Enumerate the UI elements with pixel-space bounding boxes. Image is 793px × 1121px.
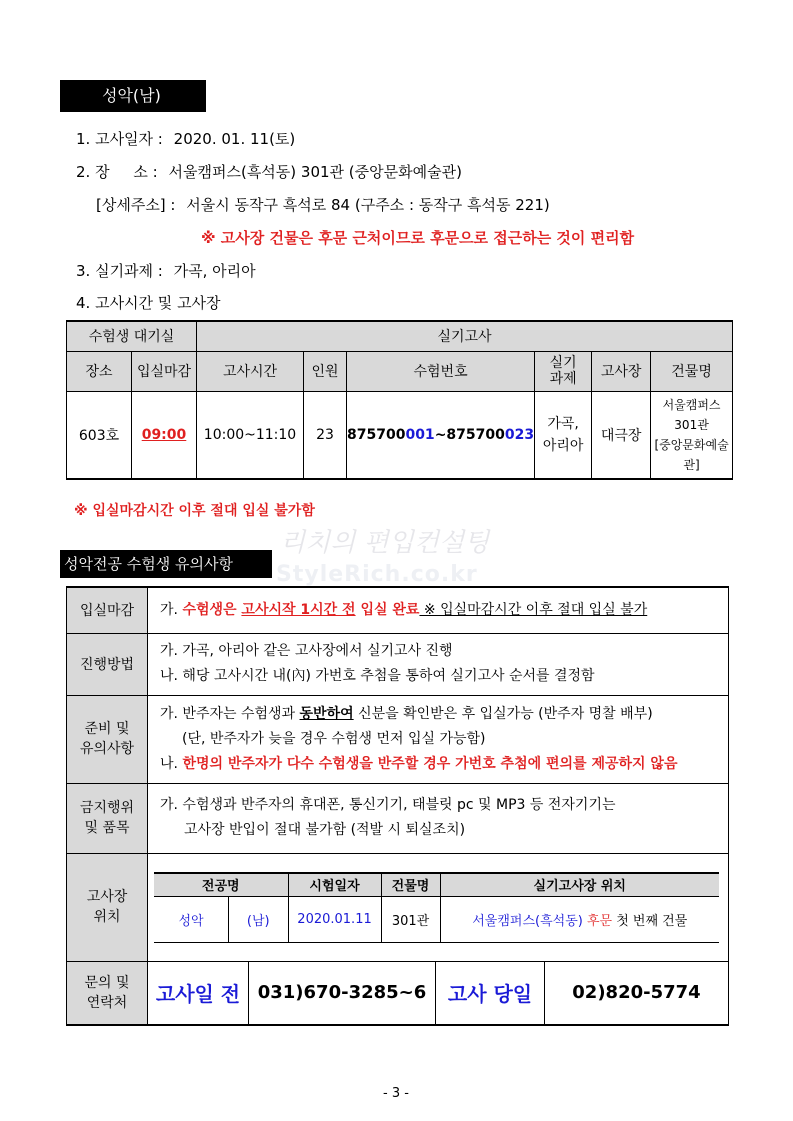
exam-place-line xyxy=(76,161,462,182)
exam-task-line xyxy=(76,260,256,281)
row-content-prohibited: 가. 수험생과 반주자의 휴대폰, 통신기기, 태블릿 pc 및 MP3 등 전자기기는 고사장 반입이 절대 불가함 (적발 시 퇴실조치) xyxy=(148,783,729,853)
loc-col-major: 전공명 xyxy=(154,873,288,897)
group-header-exam: 실기고사 xyxy=(197,321,733,351)
cell-building: 서울캠퍼스 301관 [중앙문화예술관] xyxy=(651,391,733,479)
loc-col-date: 시험일자 xyxy=(288,873,381,897)
row-content-deadline: 가. 수험생은 고사시작 1시간 전 입실 완료 ※ 입실마감시간 이후 절대 입실 불가 xyxy=(148,587,729,633)
exam-time-heading: 4. 고사시간 및 고사장 xyxy=(76,294,221,312)
location-table xyxy=(154,872,719,943)
contact-before-phone: 031)670-3285~6 xyxy=(249,962,436,1024)
col-header-room: 장소 xyxy=(67,351,132,391)
loc-cell-building: 301관 xyxy=(381,896,440,942)
loc-cell-date: 2020.01.11 xyxy=(288,896,381,942)
schedule-table xyxy=(66,320,733,480)
number-start-prefix: 875700 xyxy=(347,426,406,443)
loc-cell-position: 서울캠퍼스(흑석동) 후문 첫 번째 건물 xyxy=(440,896,719,942)
col-header-deadline: 입실마감 xyxy=(132,351,197,391)
loc-cell-gender: (남) xyxy=(229,896,289,942)
row-content-contact xyxy=(148,961,729,1025)
exam-date-value: 2020. 01. 11(토) xyxy=(173,130,296,148)
col-header-hall: 고사장 xyxy=(592,351,651,391)
exam-date-label: 1. 고사일자 : xyxy=(76,130,163,148)
row-content-procedure: 가. 가곡, 아리아 같은 고사장에서 실기고사 진행 나. 해당 고사시간 내(內) 가번호 추첨을 통하여 실기고사 순서를 결정함 xyxy=(148,633,729,695)
cell-deadline: 09:00 xyxy=(132,391,197,479)
col-header-count: 인원 xyxy=(304,351,347,391)
contact-day-phone: 02)820-5774 xyxy=(545,962,729,1024)
address-line xyxy=(96,194,550,215)
notes-table xyxy=(66,586,729,1026)
section-title-vocal-male: 성악(남) xyxy=(60,80,206,112)
row-content-preparation: 가. 반주자는 수험생과 동반하여 신분을 확인받은 후 입실가능 (반주자 명찰 배부) (단, 반주자가 늦을 경우 수험생 먼저 입실 가능함) 나. 한명의 반주자가 다수 수험생을 반주할 경우 가번호 추첨에 편의를 제공하지 않음 xyxy=(148,695,729,783)
group-header-waiting: 수험생 대기실 xyxy=(67,321,197,351)
number-end-suffix: 023 xyxy=(504,426,535,443)
page-number: - 3 - xyxy=(383,1086,409,1101)
contact-before-label: 고사일 전 xyxy=(148,962,249,1024)
watermark-url: StyleRich.co.kr xyxy=(276,562,478,587)
address-value: 서울시 동작구 흑석로 84 (구주소 : 동작구 흑석동 221) xyxy=(186,196,550,214)
loc-col-position: 실기고사장 위치 xyxy=(440,873,719,897)
address-label: [상세주소] : xyxy=(96,196,176,214)
deadline-note: ※ 입실마감시간 이후 절대 입실 불가함 xyxy=(74,503,315,519)
row-label-preparation: 준비 및 유의사항 xyxy=(67,695,148,783)
row-label-prohibited: 금지행위 및 품목 xyxy=(67,783,148,853)
cell-hall: 대극장 xyxy=(592,391,651,479)
cell-number xyxy=(347,391,535,479)
loc-cell-major: 성악 xyxy=(154,896,229,942)
contact-table xyxy=(148,962,728,1024)
exam-place-value: 서울캠퍼스(흑석동) 301관 (중앙문화예술관) xyxy=(168,163,462,181)
address-note: ※ 고사장 건물은 후문 근처이므로 후문으로 접근하는 것이 편리함 xyxy=(201,229,635,247)
section-title-notes: 성악전공 수험생 유의사항 xyxy=(60,550,272,578)
number-end-prefix: 875700 xyxy=(446,426,505,443)
col-header-time: 고사시간 xyxy=(197,351,304,391)
exam-task-label: 3. 실기과제 : xyxy=(76,262,163,280)
row-label-location: 고사장 위치 xyxy=(67,853,148,961)
exam-date-line xyxy=(76,128,295,149)
cell-task: 가곡, 아리아 xyxy=(535,391,592,479)
col-header-building: 건물명 xyxy=(651,351,733,391)
contact-day-label: 고사 당일 xyxy=(436,962,545,1024)
row-label-contact: 문의 및 연락처 xyxy=(67,961,148,1025)
loc-col-building: 건물명 xyxy=(381,873,440,897)
exam-place-label: 2. 장 소 : xyxy=(76,163,158,181)
cell-room: 603호 xyxy=(67,391,132,479)
col-header-number: 수험번호 xyxy=(347,351,535,391)
exam-task-value: 가곡, 아리아 xyxy=(173,262,256,280)
cell-time: 10:00~11:10 xyxy=(197,391,304,479)
row-content-location xyxy=(148,853,729,961)
watermark-text: 리치의 편입컨설팅 xyxy=(280,528,490,558)
number-start-suffix: 001 xyxy=(405,426,435,443)
number-separator: ~ xyxy=(434,426,447,443)
col-header-task: 실기 과제 xyxy=(535,351,592,391)
row-label-deadline: 입실마감 xyxy=(67,587,148,633)
row-label-procedure: 진행방법 xyxy=(67,633,148,695)
cell-count: 23 xyxy=(304,391,347,479)
